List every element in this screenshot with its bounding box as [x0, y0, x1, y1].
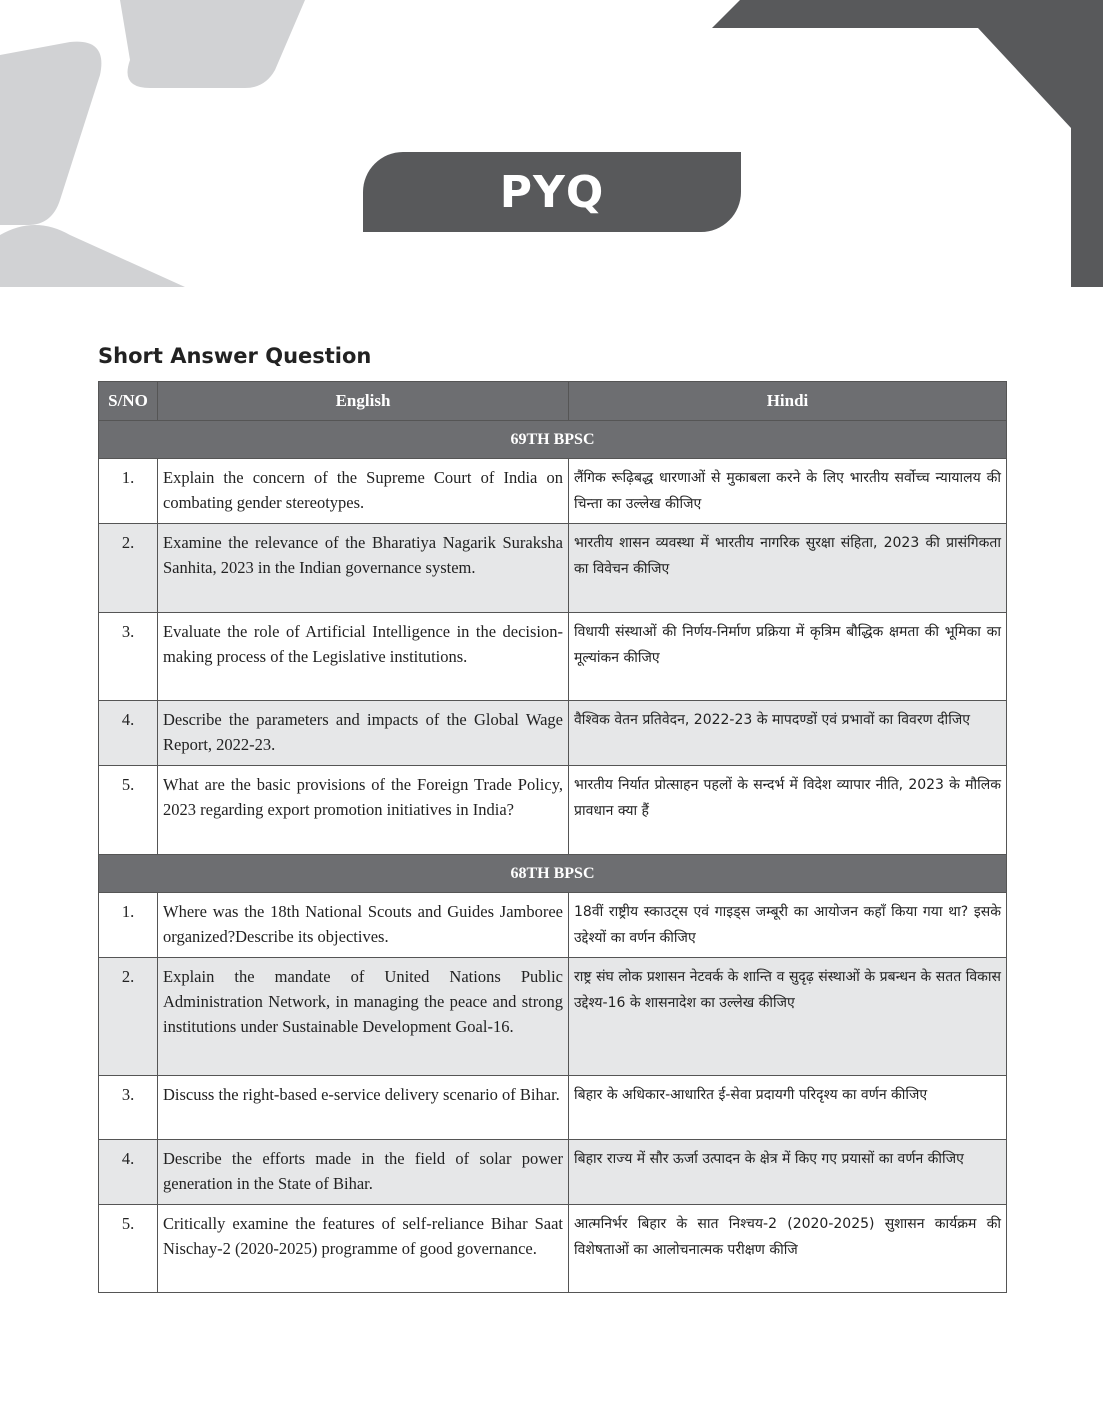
- table-row: [99, 1205, 1007, 1293]
- table-header-row: [99, 382, 1007, 421]
- row-number: 4.: [99, 701, 158, 766]
- decor-gray-shape-left: [0, 42, 101, 225]
- question-hindi: बिहार के अधिकार-आधारित ई-सेवा प्रदायगी परिदृश्य का वर्णन कीजिए: [569, 1076, 1007, 1140]
- question-hindi: राष्ट्र संघ लोक प्रशासन नेटवर्क के शान्ति व सुदृढ़ संस्थाओं के प्रबन्धन के सतत विकास उद्देश्य-16 के शासनादेश का उल्लेख कीजिए: [569, 958, 1007, 1076]
- table-row: [99, 893, 1007, 958]
- question-table: [98, 381, 1007, 1293]
- question-hindi: 18वीं राष्ट्रीय स्काउट्स एवं गाइड्स जम्बूरी का आयोजन कहाँ किया गया था? इसके उद्देश्यों का वर्णन कीजिए: [569, 893, 1007, 958]
- header-english: English: [158, 382, 569, 421]
- row-number: 5.: [99, 1205, 158, 1293]
- group-band-69th: [99, 421, 1007, 459]
- section-title: Short Answer Question: [98, 344, 372, 368]
- question-hindi: भारतीय निर्यात प्रोत्साहन पहलों के सन्दर्भ में विदेश व्यापार नीति, 2023 के मौलिक प्रावधान क्या हैं: [569, 766, 1007, 855]
- group-band-68th: [99, 855, 1007, 893]
- question-english: Where was the 18th National Scouts and Guides Jamboree organized?Describe its objectives.: [158, 893, 569, 958]
- question-english: Describe the efforts made in the field of solar power generation in the State of Bihar.: [158, 1140, 569, 1205]
- table-row: [99, 701, 1007, 766]
- table-row: [99, 1140, 1007, 1205]
- table-row: [99, 1076, 1007, 1140]
- question-hindi: विधायी संस्थाओं की निर्णय-निर्माण प्रक्रिया में कृत्रिम बौद्धिक क्षमता की भूमिका का मूल्यांकन कीजिए: [569, 613, 1007, 701]
- row-number: 4.: [99, 1140, 158, 1205]
- header-sno: S/NO: [99, 382, 158, 421]
- row-number: 1.: [99, 459, 158, 524]
- question-english: What are the basic provisions of the Foreign Trade Policy, 2023 regarding export promotion initiatives in India?: [158, 766, 569, 855]
- decor-dark-shape: [712, 0, 1103, 287]
- header-decoration: [0, 0, 1103, 300]
- question-hindi: आत्मनिर्भर बिहार के सात निश्चय-2 (2020-2025) सुशासन कार्यक्रम की विशेषताओं का आलोचनात्मक परीक्षण कीजि: [569, 1205, 1007, 1293]
- table-row: [99, 524, 1007, 613]
- row-number: 2.: [99, 524, 158, 613]
- question-english: Critically examine the features of self-reliance Bihar Saat Nischay-2 (2020-2025) programme of good governance.: [158, 1205, 569, 1293]
- question-english: Explain the mandate of United Nations Public Administration Network, in managing the peace and strong institutions under Sustainable Development Goal-16.: [158, 958, 569, 1076]
- question-hindi: भारतीय शासन व्यवस्था में भारतीय नागरिक सुरक्षा संहिता, 2023 की प्रासंगिकता का विवेचन कीजिए: [569, 524, 1007, 613]
- row-number: 1.: [99, 893, 158, 958]
- question-hindi: बिहार राज्य में सौर ऊर्जा उत्पादन के क्षेत्र में किए गए प्रयासों का वर्णन कीजिए: [569, 1140, 1007, 1205]
- question-english: Evaluate the role of Artificial Intelligence in the decision-making process of the Legislative institutions.: [158, 613, 569, 701]
- decor-gray-shape-top: [120, 0, 305, 88]
- question-english: Describe the parameters and impacts of the Global Wage Report, 2022-23.: [158, 701, 569, 766]
- question-hindi: लैंगिक रूढ़िबद्ध धारणाओं से मुकाबला करने के लिए भारतीय सर्वोच्च न्यायालय की चिन्ता का उल्लेख कीजिए: [569, 459, 1007, 524]
- table-row: [99, 958, 1007, 1076]
- table-row: [99, 613, 1007, 701]
- question-english: Examine the relevance of the Bharatiya Nagarik Suraksha Sanhita, 2023 in the Indian governance system.: [158, 524, 569, 613]
- row-number: 3.: [99, 1076, 158, 1140]
- pyq-banner: [363, 152, 741, 232]
- table-row: [99, 459, 1007, 524]
- group-label: 69TH BPSC: [99, 421, 1007, 459]
- group-label: 68TH BPSC: [99, 855, 1007, 893]
- decor-gray-shape-bottom: [0, 225, 185, 287]
- question-english: Discuss the right-based e-service delivery scenario of Bihar.: [158, 1076, 569, 1140]
- banner-title: PYQ: [499, 166, 605, 218]
- row-number: 2.: [99, 958, 158, 1076]
- row-number: 5.: [99, 766, 158, 855]
- question-english: Explain the concern of the Supreme Court of India on combating gender stereotypes.: [158, 459, 569, 524]
- row-number: 3.: [99, 613, 158, 701]
- table-row: [99, 766, 1007, 855]
- header-hindi: Hindi: [569, 382, 1007, 421]
- question-hindi: वैश्विक वेतन प्रतिवेदन, 2022-23 के मापदण्डों एवं प्रभावों का विवरण दीजिए: [569, 701, 1007, 766]
